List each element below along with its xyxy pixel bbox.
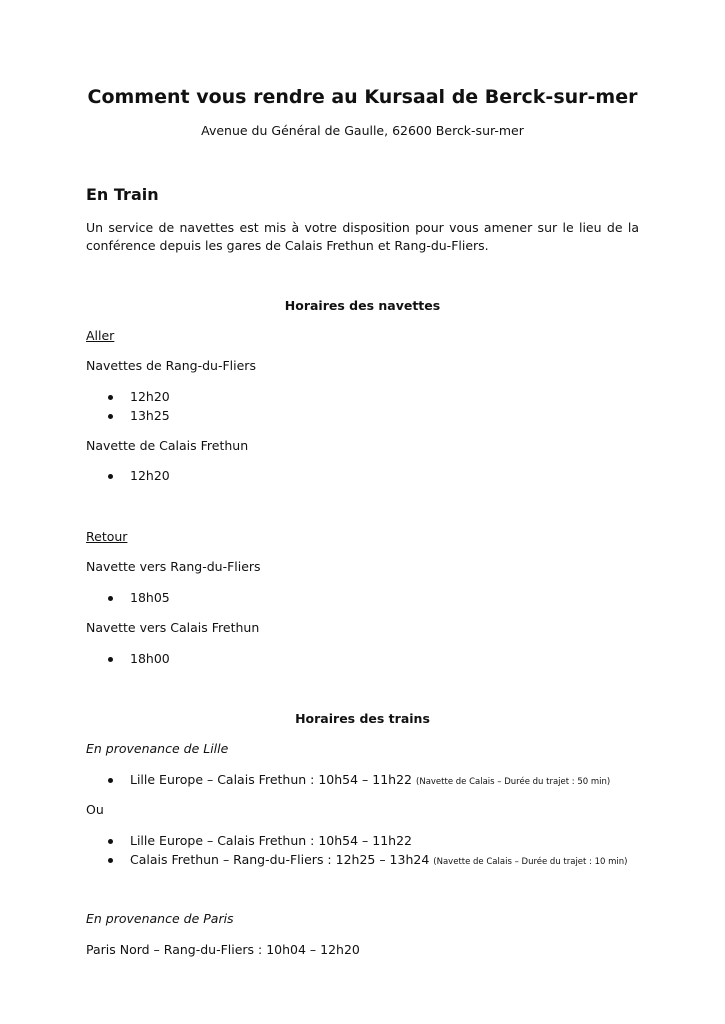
bullet-icon (108, 474, 113, 479)
bullet-icon (108, 657, 113, 662)
page-title: Comment vous rendre au Kursaal de Berck-sur-mer (87, 86, 638, 108)
train-connection-text: Calais Frethun – Rang-du-Fliers : 12h25 – 13h24 (130, 852, 430, 867)
intro-line: Un service de navettes est mis à votre disposition pour vous amener sur le lieu de la (86, 220, 639, 235)
shuttle-time: 12h20 (130, 468, 170, 483)
aller-label: Aller (86, 328, 115, 343)
train-connection-text: Lille Europe – Calais Frethun : 10h54 – 11h22 (130, 833, 413, 848)
train-connection-text: Lille Europe – Calais Frethun : 10h54 – 11h22 (130, 772, 413, 787)
train-connection (130, 833, 412, 849)
bullet-icon (108, 839, 113, 844)
shuttle-group-label: Navette vers Rang-du-Fliers (86, 559, 261, 574)
bullet-icon (108, 596, 113, 601)
shuttle-group-label: Navette de Calais Frethun (86, 438, 249, 453)
retour-label: Retour (86, 529, 128, 544)
bullet-icon (108, 414, 113, 419)
address: Avenue du Général de Gaulle, 62600 Berck-sur-mer (201, 123, 524, 138)
shuttle-time: 13h25 (130, 408, 170, 423)
bullet-icon (108, 395, 113, 400)
shuttle-schedule-heading: Horaires des navettes (284, 298, 441, 313)
bullet-icon (108, 778, 113, 783)
train-schedule-heading: Horaires des trains (295, 711, 430, 726)
shuttle-group-label: Navettes de Rang-du-Fliers (86, 358, 256, 373)
train-connection-paris: Paris Nord – Rang-du-Fliers : 10h04 – 12h20 (86, 942, 360, 957)
train-connection-note: (Navette de Calais – Durée du trajet : 10 min) (433, 857, 628, 867)
shuttle-time: 18h05 (130, 590, 170, 605)
or-label: Ou (86, 802, 104, 817)
section-heading-train: En Train (86, 185, 159, 204)
intro-paragraph (86, 219, 639, 255)
train-connection-note: (Navette de Calais – Durée du trajet : 50 min) (416, 777, 611, 787)
shuttle-time: 18h00 (130, 651, 170, 666)
origin-label-lille: En provenance de Lille (86, 741, 229, 756)
bullet-icon (108, 858, 113, 863)
intro-line: conférence depuis les gares de Calais Frethun et Rang-du-Fliers. (86, 238, 489, 253)
shuttle-time: 12h20 (130, 389, 170, 404)
origin-label-paris: En provenance de Paris (86, 911, 234, 926)
train-connection (130, 852, 628, 870)
train-connection (130, 772, 610, 790)
shuttle-group-label: Navette vers Calais Frethun (86, 620, 260, 635)
